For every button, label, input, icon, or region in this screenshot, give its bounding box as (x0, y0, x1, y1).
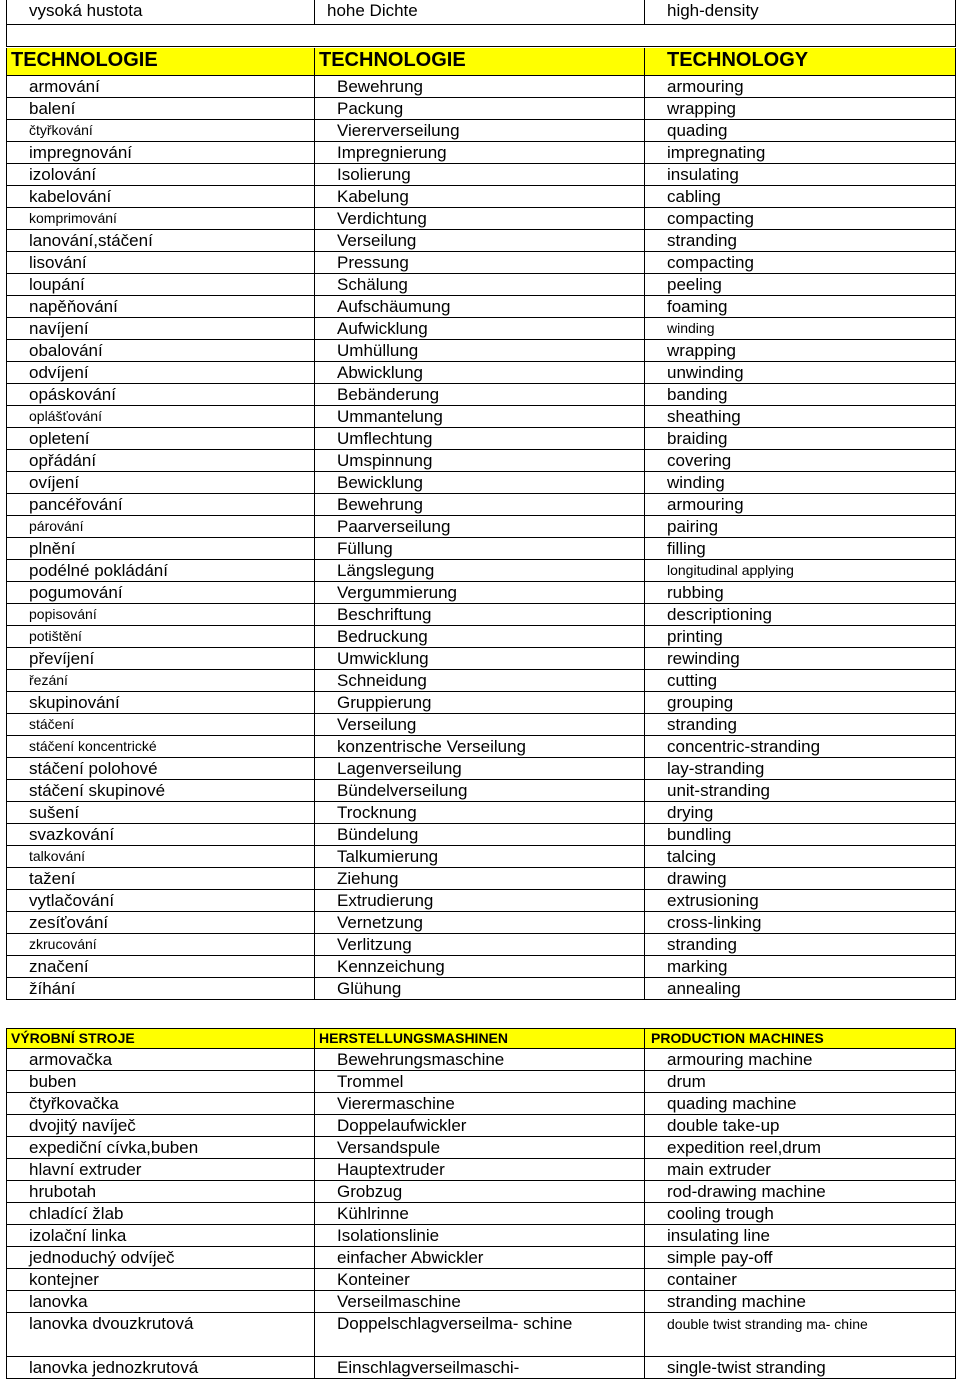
de-term: Bebänderung (315, 384, 645, 405)
en-term: single-twist stranding (667, 1358, 826, 1377)
de-term: Verdichtung (315, 208, 645, 229)
table-row (7, 824, 955, 846)
table-row (7, 1071, 955, 1093)
cz-term: vytlačování (7, 890, 315, 911)
cz-term: dvojitý navíječ (7, 1115, 315, 1136)
table-row (7, 714, 955, 736)
de-term: Doppelschlagverseilma- schine (315, 1313, 645, 1356)
table-row (7, 362, 955, 384)
table-row (7, 0, 955, 25)
cz-term: sušení (7, 802, 315, 823)
de-term: Längslegung (315, 560, 645, 581)
de-term: Viererverseilung (315, 120, 645, 141)
en-term: rubbing (667, 583, 724, 602)
cz-term: impregnování (7, 142, 315, 163)
de-term: Gruppierung (315, 692, 645, 713)
de-term: Trommel (315, 1071, 645, 1092)
de-term: Umflechtung (315, 428, 645, 449)
cz-term: značení (7, 956, 315, 977)
en-term: sheathing (667, 407, 741, 426)
en-term: compacting (667, 253, 754, 272)
table-row (7, 186, 955, 208)
cz-term: hrubotah (7, 1181, 315, 1202)
table-row (7, 1291, 955, 1313)
en-term: talcing (667, 847, 717, 866)
de-term: einfacher Abwickler (315, 1247, 645, 1268)
table-row (7, 428, 955, 450)
cz-term: armování (7, 76, 315, 97)
de-term: Ummantelung (315, 406, 645, 427)
de-term: Doppelaufwickler (315, 1115, 645, 1136)
de-term: Isolierung (315, 164, 645, 185)
table-row (7, 538, 955, 560)
cz-term: zkrucování (7, 934, 315, 955)
cz-term: lanovka (7, 1291, 315, 1312)
en-term: braiding (667, 429, 728, 448)
cz-term: chladící žlab (7, 1203, 315, 1224)
cz-term: expediční cívka,buben (7, 1137, 315, 1158)
table-row (7, 1357, 955, 1379)
table-row (7, 98, 955, 120)
cz-term: čtyřkování (7, 120, 315, 141)
en-term: bundling (667, 825, 732, 844)
en-term: cross-linking (667, 913, 762, 932)
de-term: Verlitzung (315, 934, 645, 955)
cz-term: napěňování (7, 296, 315, 317)
en-term: annealing (667, 979, 741, 998)
en-term: drying (667, 803, 714, 822)
de-term: Umhüllung (315, 340, 645, 361)
de-term: Bewicklung (315, 472, 645, 493)
heading-cz: VÝROBNÍ STROJE (7, 1029, 315, 1048)
en-term: winding (667, 473, 725, 492)
de-term: Vernetzung (315, 912, 645, 933)
table-row (7, 494, 955, 516)
table-row (7, 626, 955, 648)
en-term: expedition reel,drum (667, 1138, 822, 1157)
cz-term: potištění (7, 626, 315, 647)
en-term: marking (667, 957, 728, 976)
cz-term: skupinování (7, 692, 315, 713)
en-term: cutting (667, 671, 718, 690)
de-term: Einschlagverseilmaschi- (315, 1357, 645, 1378)
cz-term: odvíjení (7, 362, 315, 383)
en-term: main extruder (667, 1160, 771, 1179)
de-term: Verseilmaschine (315, 1291, 645, 1312)
table-row (7, 1049, 955, 1071)
cz-term: stáčení polohové (7, 758, 315, 779)
de-term: Bündelung (315, 824, 645, 845)
en-term: compacting (667, 209, 754, 228)
table-row (7, 604, 955, 626)
en-term: winding (667, 320, 715, 336)
en-term: unit-stranding (667, 781, 771, 800)
table-row (7, 956, 955, 978)
cz-term: oplášťování (7, 406, 315, 427)
cz-term: opřádání (7, 450, 315, 471)
de-term: Bewehrung (315, 494, 645, 515)
en-term: stranding (667, 715, 737, 734)
technology-table (6, 48, 956, 1000)
de-term: konzentrische Verseilung (315, 736, 645, 757)
machines-rows (7, 1049, 955, 1379)
table-row (7, 1225, 955, 1247)
table-row (7, 1093, 955, 1115)
en-term: descriptioning (667, 605, 772, 624)
cz-term: popisování (7, 604, 315, 625)
en-term: quading machine (667, 1094, 797, 1113)
de-term: Lagenverseilung (315, 758, 645, 779)
table-row (7, 1115, 955, 1137)
table-row (7, 1159, 955, 1181)
technology-rows (7, 76, 955, 1000)
table-row (7, 384, 955, 406)
de-term: Verseilung (315, 714, 645, 735)
cz-term: jednoduchý odvíječ (7, 1247, 315, 1268)
cz-term: opletení (7, 428, 315, 449)
table-row (7, 890, 955, 912)
en-term: extrusioning (667, 891, 759, 910)
en-term: peeling (667, 275, 722, 294)
cz-term: izolační linka (7, 1225, 315, 1246)
de-term: Aufschäumung (315, 296, 645, 317)
table-row (7, 230, 955, 252)
cz-term: převíjení (7, 648, 315, 669)
de-term: Paarverseilung (315, 516, 645, 537)
en-term: stranding (667, 231, 737, 250)
cz-term: stáčení skupinové (7, 780, 315, 801)
heading-en: PRODUCTION MACHINES (651, 1030, 824, 1046)
cz-term: obalování (7, 340, 315, 361)
table-row (7, 1203, 955, 1225)
cz-term: stáčení koncentrické (7, 736, 315, 757)
de-term: Bewehrungsmaschine (315, 1049, 645, 1070)
de-term: Trocknung (315, 802, 645, 823)
de-term: Ziehung (315, 868, 645, 889)
cz-term: plnění (7, 538, 315, 559)
cz-term: řezání (7, 670, 315, 691)
cz-term: hlavní extruder (7, 1159, 315, 1180)
table-row (7, 318, 955, 340)
en-term: concentric-stranding (667, 737, 821, 756)
de-term: Kabelung (315, 186, 645, 207)
cz-term: balení (7, 98, 315, 119)
heading-cz: TECHNOLOGIE (7, 48, 315, 75)
de-term: Hauptextruder (315, 1159, 645, 1180)
table-row (7, 670, 955, 692)
technology-heading (7, 48, 955, 76)
table-row (7, 406, 955, 428)
cz-term: pancéřování (7, 494, 315, 515)
table-row (7, 142, 955, 164)
cz-term: vysoká hustota (7, 0, 315, 24)
table-row (7, 582, 955, 604)
table-row (7, 472, 955, 494)
table-row (7, 296, 955, 318)
en-term: rod-drawing machine (667, 1182, 826, 1201)
de-term: Extrudierung (315, 890, 645, 911)
de-term: Vierermaschine (315, 1093, 645, 1114)
table-row (7, 340, 955, 362)
cz-term: loupání (7, 274, 315, 295)
table-row (7, 450, 955, 472)
en-term: foaming (667, 297, 728, 316)
table-row (7, 1137, 955, 1159)
en-term: drawing (667, 869, 727, 888)
en-term: stranding machine (667, 1292, 806, 1311)
en-term: armouring machine (667, 1050, 813, 1069)
cz-term: tažení (7, 868, 315, 889)
en-term: container (667, 1270, 737, 1289)
table-row (7, 120, 955, 142)
en-term: insulating line (667, 1226, 771, 1245)
empty-row (7, 25, 955, 47)
de-term: Schälung (315, 274, 645, 295)
table-row (7, 978, 955, 1000)
en-term: impregnating (667, 143, 766, 162)
machines-heading (7, 1029, 955, 1049)
heading-de: TECHNOLOGIE (315, 48, 645, 75)
en-term: insulating (667, 165, 739, 184)
table-row (7, 560, 955, 582)
en-term: covering (667, 451, 732, 470)
cz-term: komprimování (7, 208, 315, 229)
de-term: Bewehrung (315, 76, 645, 97)
de-term: Verseilung (315, 230, 645, 251)
en-term: rewinding (667, 649, 740, 668)
table-row (7, 846, 955, 868)
table-row (7, 868, 955, 890)
table-row (7, 516, 955, 538)
cz-term: lanování,stáčení (7, 230, 315, 251)
table-row (7, 274, 955, 296)
cz-term: armovačka (7, 1049, 315, 1070)
cz-term: svazkování (7, 824, 315, 845)
table-row (7, 252, 955, 274)
de-term: hohe Dichte (315, 0, 645, 24)
de-term: Schneidung (315, 670, 645, 691)
de-term: Grobzug (315, 1181, 645, 1202)
cz-term: lanovka dvouzkrutová (7, 1313, 315, 1356)
cz-term: lanovka jednozkrutová (7, 1357, 315, 1378)
en-term: double twist stranding ma- chine (667, 1316, 868, 1332)
de-term: Bedruckung (315, 626, 645, 647)
cz-term: ovíjení (7, 472, 315, 493)
en-term: longitudinal applying (667, 562, 794, 578)
de-term: Isolationslinie (315, 1225, 645, 1246)
cz-term: kabelování (7, 186, 315, 207)
table-row (7, 934, 955, 956)
cz-term: stáčení (7, 714, 315, 735)
en-term: wrapping (667, 99, 736, 118)
en-term: pairing (667, 517, 719, 536)
de-term: Pressung (315, 252, 645, 273)
en-term: high-density (667, 1, 759, 20)
table-row (7, 736, 955, 758)
de-term: Impregnierung (315, 142, 645, 163)
table-row (7, 1181, 955, 1203)
table-row (7, 692, 955, 714)
de-term: Bündelverseilung (315, 780, 645, 801)
en-term: unwinding (667, 363, 744, 382)
en-term: banding (667, 385, 728, 404)
cz-term: lisování (7, 252, 315, 273)
cz-term: čtyřkovačka (7, 1093, 315, 1114)
de-term: Umwicklung (315, 648, 645, 669)
de-term: Talkumierung (315, 846, 645, 867)
heading-en: TECHNOLOGY (667, 49, 809, 71)
cz-term: buben (7, 1071, 315, 1092)
cz-term: párování (7, 516, 315, 537)
en-term: armouring (667, 495, 744, 514)
en-term: filling (667, 539, 706, 558)
cz-term: žíhání (7, 978, 315, 999)
en-term: cooling trough (667, 1204, 774, 1223)
table-row (7, 1313, 955, 1357)
cz-term: pogumování (7, 582, 315, 603)
machines-table (6, 1028, 956, 1379)
de-term: Versandspule (315, 1137, 645, 1158)
table-row (7, 780, 955, 802)
table-row (7, 912, 955, 934)
table-row (7, 208, 955, 230)
de-term: Füllung (315, 538, 645, 559)
table-row (7, 802, 955, 824)
en-term: cabling (667, 187, 721, 206)
table-row (7, 758, 955, 780)
en-term: double take-up (667, 1116, 780, 1135)
top-table (6, 0, 956, 47)
heading-de: HERSTELLUNGSMASHINEN (315, 1029, 645, 1048)
en-term: armouring (667, 77, 744, 96)
de-term: Umspinnung (315, 450, 645, 471)
cz-term: kontejner (7, 1269, 315, 1290)
en-term: stranding (667, 935, 737, 954)
en-term: lay-stranding (667, 759, 765, 778)
en-term: drum (667, 1072, 706, 1091)
de-term: Beschriftung (315, 604, 645, 625)
de-term: Vergummierung (315, 582, 645, 603)
table-row (7, 1247, 955, 1269)
cz-term: izolování (7, 164, 315, 185)
de-term: Kennzeichung (315, 956, 645, 977)
cz-term: zesíťování (7, 912, 315, 933)
table-row (7, 1269, 955, 1291)
table-row (7, 164, 955, 186)
de-term: Konteiner (315, 1269, 645, 1290)
cz-term: podélné pokládání (7, 560, 315, 581)
en-term: quading (667, 121, 728, 140)
table-row (7, 76, 955, 98)
en-term: printing (667, 627, 723, 646)
de-term: Aufwicklung (315, 318, 645, 339)
cz-term: navíjení (7, 318, 315, 339)
de-term: Abwicklung (315, 362, 645, 383)
en-term: wrapping (667, 341, 736, 360)
table-row (7, 648, 955, 670)
en-term: grouping (667, 693, 734, 712)
de-term: Kühlrinne (315, 1203, 645, 1224)
cz-term: opáskování (7, 384, 315, 405)
de-term: Glühung (315, 978, 645, 999)
en-term: simple pay-off (667, 1248, 773, 1267)
cz-term: talkování (7, 846, 315, 867)
de-term: Packung (315, 98, 645, 119)
